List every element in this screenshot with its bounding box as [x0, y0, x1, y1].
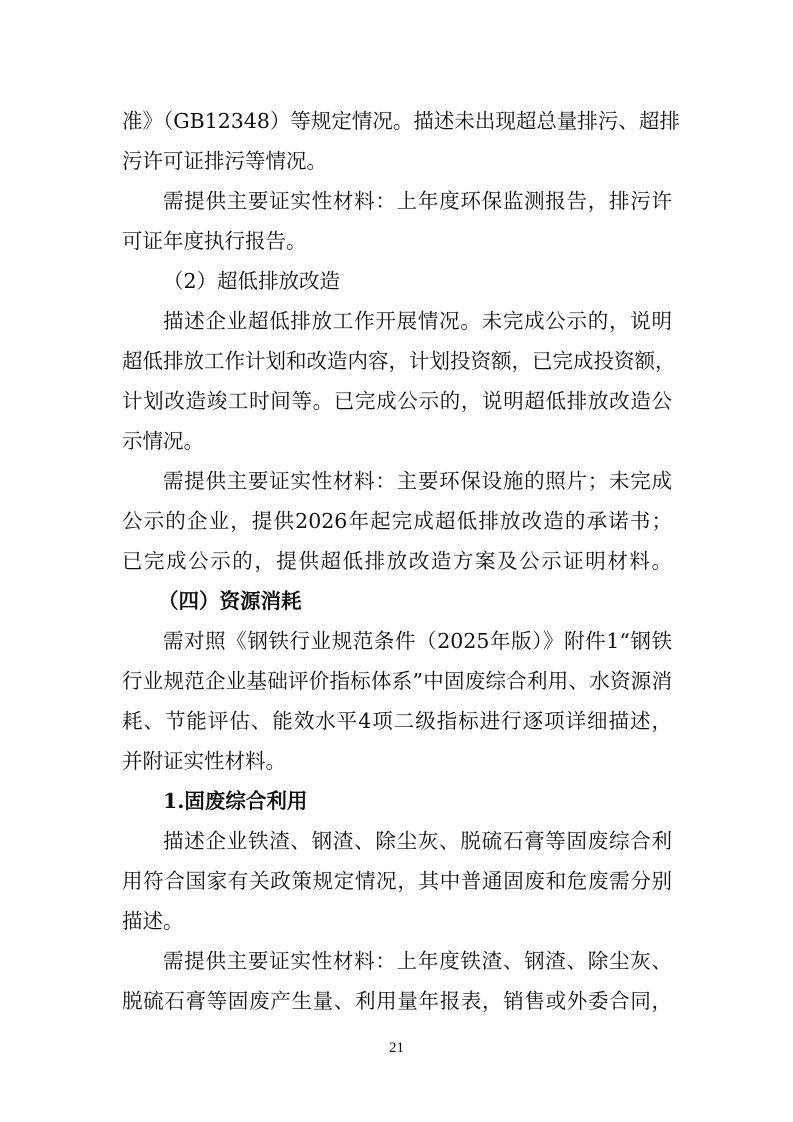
text-line: 需对照《钢铁行业规范条件（2025年版）》附件1“钢铁	[163, 629, 672, 653]
section-heading: （四）资源消耗	[158, 589, 302, 613]
text-line: 用符合国家有关政策规定情况，其中普通固废和危废需分别	[122, 869, 672, 893]
text-line: 需提供主要证实性材料：上年度环保监测报告，排污许	[163, 189, 672, 213]
text-line: 需提供主要证实性材料：主要环保设施的照片；未完成	[163, 469, 672, 493]
text-line: 超低排放工作计划和改造内容，计划投资额，已完成投资额，	[122, 349, 676, 373]
text-line: 计划改造竣工时间等。已完成公示的，说明超低排放改造公	[122, 389, 672, 413]
text-line: 公示的企业，提供2026年起完成超低排放改造的承诺书；	[122, 509, 672, 533]
text-line: 需提供主要证实性材料：上年度铁渣、钢渣、除尘灰、	[163, 949, 672, 973]
text-line: 描述。	[122, 909, 184, 933]
text-line: 描述企业铁渣、钢渣、除尘灰、脱硫石膏等固废综合利	[163, 829, 672, 853]
subsection-heading: （2）超低排放改造	[163, 269, 341, 293]
text-line: 耗、节能评估、能效水平4项二级指标进行逐项详细描述，	[122, 709, 672, 733]
text-line: 可证年度执行报告。	[122, 229, 307, 253]
text-line: 示情况。	[122, 429, 204, 453]
text-line: 准》（GB12348）等规定情况。描述未出现超总量排污、超排	[122, 109, 680, 133]
text-line: 污许可证排污等情况。	[122, 149, 327, 173]
text-line: 脱硫石膏等固废产生量、利用量年报表，销售或外委合同，	[122, 989, 672, 1013]
subsection-heading: 1.固废综合利用	[163, 789, 308, 813]
text-line: 行业规范企业基础评价指标体系”中固废综合利用、水资源消	[122, 669, 672, 693]
page-number: 21	[389, 1040, 404, 1056]
text-line: 描述企业超低排放工作开展情况。未完成公示的，说明	[163, 309, 672, 333]
text-line: 已完成公示的，提供超低排放改造方案及公示证明材料。	[122, 549, 672, 573]
text-line: 并附证实性材料。	[122, 749, 286, 773]
